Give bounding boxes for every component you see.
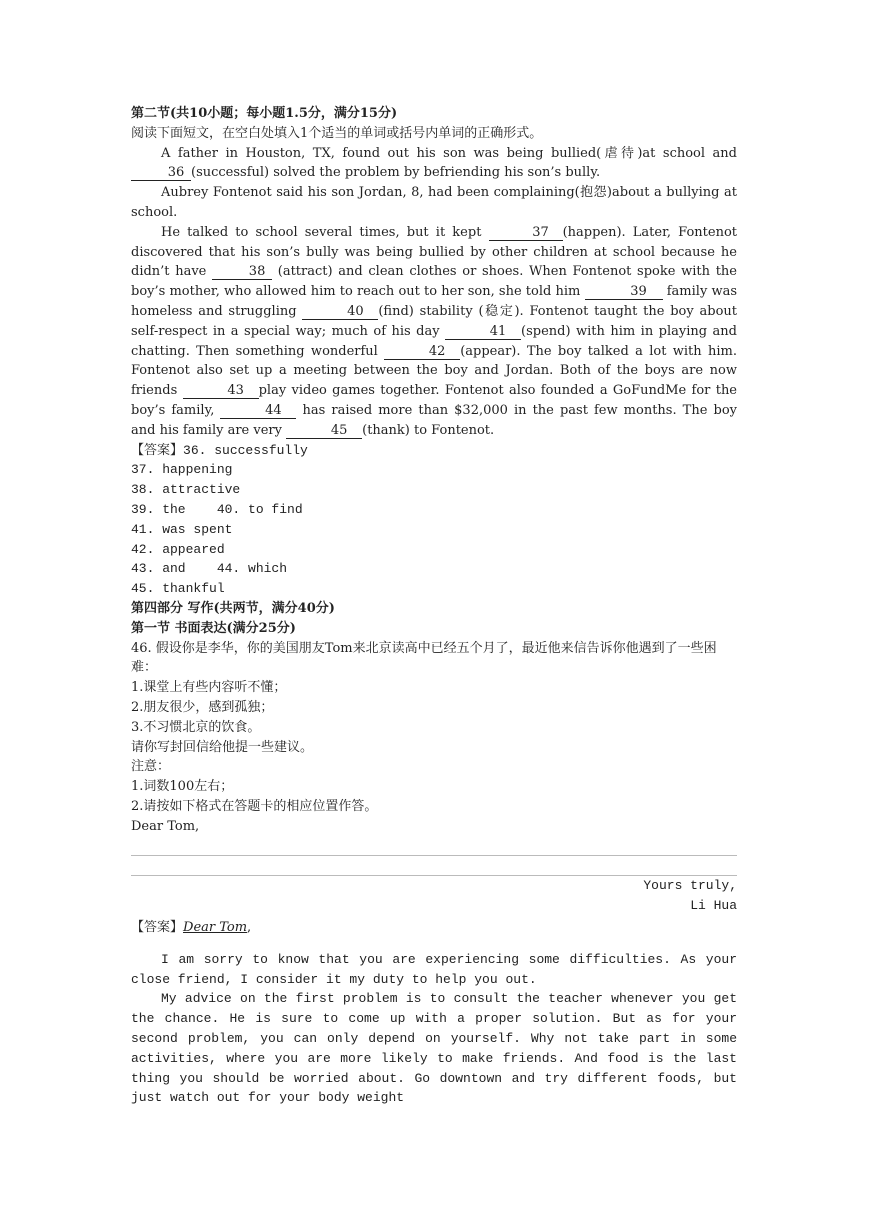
answer-text: 36. successfully (183, 442, 308, 458)
blank-43: 43 (183, 383, 259, 399)
answer-line-42: 42. appeared (131, 541, 225, 557)
instruction: 阅读下面短文，在空白处填入1个适当的单词或括号内单词的正确形式。 (131, 125, 543, 141)
answer-salutation-line (131, 918, 737, 938)
blank-37: 37 (489, 225, 563, 241)
passage-paragraph-3 (131, 223, 737, 441)
blank-36: 36 (131, 165, 191, 181)
answer-line-37: 37. happening (131, 462, 233, 478)
answer-line-41: 41. was spent (131, 521, 233, 537)
answer-tag: 【答案】 (131, 442, 184, 458)
answer-paragraph-1: I am sorry to know that you are experiencing some difficulties. As your close friend, I consider it my duty to help you out. (131, 951, 737, 987)
blank-41: 41 (445, 324, 521, 340)
passage-text: A father in Houston, TX, found out his son was being bullied(虐待)at school and (161, 145, 737, 161)
blank-38: 38 (212, 264, 272, 280)
passage-paragraph-1 (131, 144, 737, 184)
document-page (131, 104, 737, 1108)
note-item: 1.词数100左右； (131, 779, 234, 795)
answer-line-38: 38. attractive (131, 482, 241, 498)
salutation: Dear Tom, (131, 818, 200, 834)
passage-paragraph-2: Aubrey Fontenot said his son Jordan, 8, had been complaining(抱怨)about a bullying at school. (131, 185, 737, 220)
closing: Yours truly, (643, 878, 737, 894)
passage-text: (thank) to Fontenot. (362, 422, 495, 438)
prompt-item: 2.朋友很少，感到孤独； (131, 699, 274, 715)
passage-text: family was homeless and struggling (131, 284, 738, 319)
answer-line-43-44: 43. and 44. which (131, 561, 288, 577)
answer-tag: 【答案】 (131, 920, 184, 936)
part-heading: 第四部分 写作(共两节，满分40分) (131, 600, 335, 616)
answer-paragraph-2: My advice on the first problem is to consult the teacher whenever you get the chance. He is sure to come up with a proper solution. But as for your second problem, you can only depend on yourself. Why not take part in some activities, where you are more likely to make friends. And food is the last thing you should be worried about. Go downtown and try different foods, but just watch out for your body weight (131, 991, 737, 1106)
answer-line-39-40: 39. the 40. to find (131, 501, 303, 517)
note-item: 2.请按如下格式在答题卡的相应位置作答。 (131, 798, 378, 814)
passage-text: play video games together. Fontenot also founded a GoFundMe for the boy’s family, (131, 383, 738, 418)
blank-40: 40 (302, 304, 378, 320)
passage-text: (successful) solved the problem by befriending his son’s bully. (191, 165, 601, 181)
blank-39: 39 (585, 284, 663, 300)
answer-comma: , (247, 920, 252, 936)
passage-text: has raised more than $32,000 in the past few months. The boy and his family are very (131, 402, 737, 438)
prompt-item: 3.不习惯北京的饮食。 (131, 719, 261, 735)
passage-text: (spend) with him in playing and chatting. Then something wonderful (131, 323, 737, 359)
passage-text: He talked to school several times, but it kept (161, 224, 482, 240)
passage-text: (find) stability (稳定). Fontenot taught the boy about self-respect in a special way; much of his day (131, 303, 737, 339)
writing-line (131, 856, 737, 876)
passage-text: (attract) and clean clothes or shoes. When Fontenot spoke with the boy’s mother, who allowed him to reach out to her son, she told him (131, 264, 737, 300)
blank-44: 44 (220, 403, 296, 419)
answer-line-36 (131, 441, 737, 461)
prompt-item: 1.课堂上有些内容听不懂； (131, 680, 287, 696)
prompt-ask: 请你写封回信给他提一些建议。 (131, 739, 314, 755)
blank-45: 45 (286, 423, 362, 439)
answer-salutation: Dear Tom (183, 920, 248, 936)
writing-prompt: 46. 假设你是李华，你的美国朋友Tom来北京读高中已经五个月了，最近他来信告诉你他遇到了一些困难： (131, 640, 717, 676)
answer-line-45: 45. thankful (131, 581, 225, 597)
blank-42: 42 (384, 344, 460, 360)
writing-line (131, 836, 737, 856)
section-heading: 第二节(共10小题；每小题1.5分，满分15分) (131, 106, 398, 121)
notes-label: 注意： (131, 759, 171, 775)
section-heading: 第一节 书面表达(满分25分) (131, 620, 296, 636)
passage-text: (happen). Later, Fontenot discovered that his son’s bully was being bullied by other children at school because he didn’t have (131, 224, 737, 280)
passage-text: (appear). The boy talked a lot with him. Fontenot also set up a meeting between the boy and Jordan. Both of the boys are now friends (131, 343, 737, 399)
signature: Li Hua (690, 898, 737, 914)
